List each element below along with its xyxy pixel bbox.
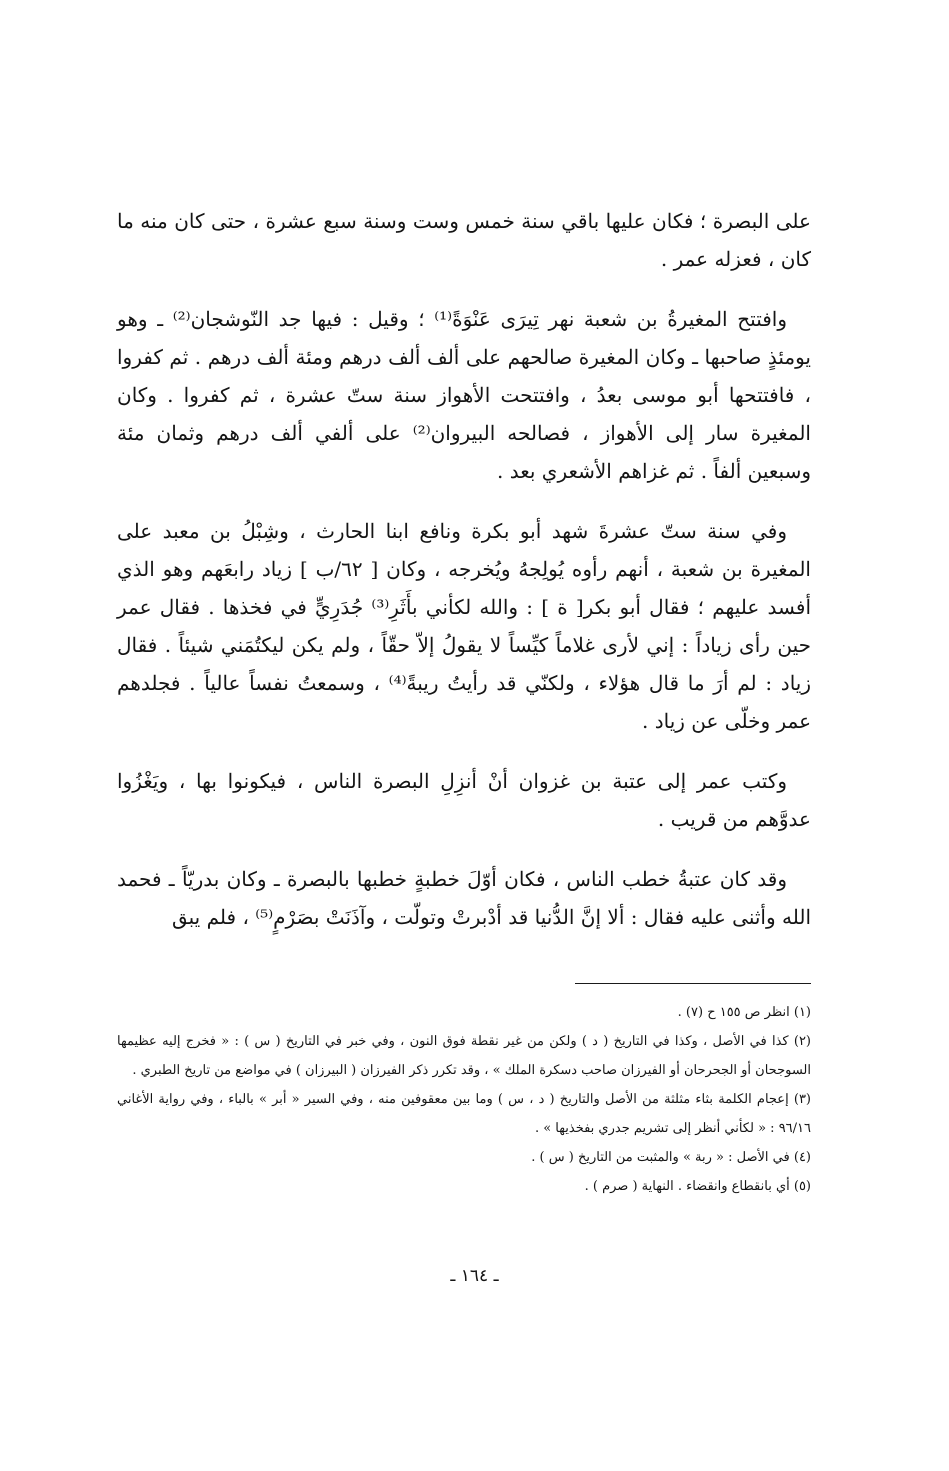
footnote-divider bbox=[575, 983, 811, 984]
footnote-1: (١) انظر ص ١٥٥ ح (٧) . bbox=[677, 1005, 811, 1020]
footnote-3: (٣) إعجام الكلمة بثاء مثلثة من الأصل والتاريخ ( د ، س ) وما بين معقوفين منه ، وفي السير « أبر » بالباء ، وفي رواية الأغاني ٩٦/١٦ : « لكأني أنظر إلى تشريم جدري بفخذيها » . bbox=[117, 1092, 811, 1136]
footnote-2: (٢) كذا في الأصل ، وكذا في التاريخ ( د ) ولكن من غير نقطة فوق النون ، وفي خبر في التاريخ ( س ) : « فخرج إليه عظيمها السوجحان أو الجحرحان أو الفيرزان صاحب دسكرة الملك » ، وقد تكرر ذكر الفيرزان ( البيرزان ) في مواضع من تاريخ الطبري . bbox=[117, 1034, 811, 1078]
footnote-4: (٤) في الأصل : « ربة » والمثبت من التاريخ ( س ) . bbox=[531, 1150, 811, 1165]
paragraph-1: على البصرة ؛ فكان عليها باقي سنة خمس وست وسنة سبع عشرة ، حتى كان منه ما كان ، فعزله عمر . bbox=[117, 209, 811, 271]
main-text bbox=[117, 202, 811, 958]
paragraph-4: وكتب عمر إلى عتبة بن غزوان أنْ أنزِلِ البصرة الناس ، فيكونوا بها ، ويَغْزُوا عدوَّهم من قريب . bbox=[117, 769, 811, 831]
paragraph-5: وقد كان عتبةُ خطب الناس ، فكان أوّلَ خطبةٍ خطبها بالبصرة ـ وكان بدريّاً ـ فحمد الله وأثنى عليه فقال : ألا إنَّ الدُّنيا قد أدْبرتْ وتولّت ، وآذَنَتْ بصَرْمٍ⁽⁵⁾ ، فلم يبق bbox=[117, 867, 811, 929]
footnote-5: (٥) أي بانقطاع وانقضاء . النهاية ( صرم ) . bbox=[584, 1179, 811, 1194]
paragraph-2: وافتتح المغيرةُ بن شعبة نهر تِيرَى عَنْوَةً⁽¹⁾ ؛ وقيل : فيها جد النّوشجان⁽²⁾ ـ وهو يومئذٍ صاحبها ـ وكان المغيرة صالحهم على ألف ألف درهم ومئة ألف درهم . ثم كفروا ، فافتتحها أبو موسى بعدُ ، وافتتحت الأهواز سنة ستّ عشرة ، ثم كفروا . وكان المغيرة سار إلى الأهواز ، فصالحه البيروان⁽²⁾ على ألفي ألف درهم وثمان مئة وسبعين ألفاً . ثم غزاهم الأشعري بعد . bbox=[117, 307, 811, 483]
footnotes bbox=[117, 998, 811, 1201]
paragraph-3: وفي سنة ستّ عشرةَ شهد أبو بكرة ونافع ابنا الحارث ، وشِبْلُ بن معبد على المغيرة بن شعبة ، أنهم رأوه يُولِجهُ ويُخرجه ، وكان [ ٦٢/ب ] زياد رابعَهم وهو الذي أفسد عليهم ؛ فقال أبو بكر[ ة ] : والله لكأني بأَثَرِ⁽³⁾ جُدَرِيٍّ في فخذها . فقال عمر حين رأى زياداً : إني لأرى غلاماً كيِّساً لا يقولُ إلاّ حقّاً ، ولم يكن ليكتُمَني شيئاً . فقال زياد : لم أرَ ما قال هؤلاء ، ولكنّي قد رأيتُ ريبةً⁽⁴⁾ ، وسمعتُ نفساً عالياً . فجلدهم عمر وخلّى عن زياد . bbox=[117, 519, 812, 733]
page-number: ـ ١٦٤ ـ bbox=[450, 1266, 499, 1286]
